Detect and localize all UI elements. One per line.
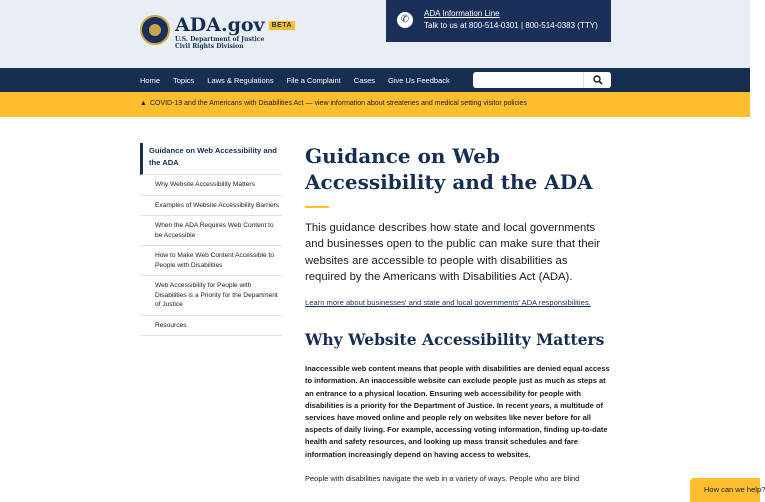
page-title: Guidance on Web Accessibility and the ADA	[305, 144, 593, 194]
title-accent-bar	[305, 206, 329, 208]
sidebar-item-doj-priority[interactable]: Web Accessibility for People with Disabilities is a Priority for the Department of Justice	[140, 276, 282, 316]
site-name[interactable]: ADA.gov	[175, 14, 265, 36]
alert-text[interactable]: COVID-19 and the Americans with Disabilities Act — view information about streateries and medical setting visitor policies	[149, 100, 527, 107]
sidebar-item-examples-barriers[interactable]: Examples of Website Accessibility Barriers	[140, 196, 282, 217]
sidebar-nav	[140, 143, 282, 336]
beta-badge: BETA	[269, 21, 296, 30]
doj-seal-icon	[140, 15, 170, 45]
nav-item-laws-regulations[interactable]: Laws & Regulations	[207, 75, 274, 85]
search-input[interactable]	[473, 72, 611, 88]
sidebar-item-guidance[interactable]: Guidance on Web Accessibility and the ADA	[140, 143, 282, 175]
main-nav	[0, 68, 750, 92]
body-paragraph-2: People with disabilities navigate the web in a variety of ways. People who are blind	[305, 473, 580, 483]
sidebar-item-resources[interactable]: Resources	[140, 316, 282, 337]
sidebar-item-when-ada-requires[interactable]: When the ADA Requires Web Content to be Accessible	[140, 216, 282, 246]
ada-information-line[interactable]	[386, 0, 611, 42]
info-line-phone-numbers: Talk to us at 800-514-0301 | 800-514-0383 (TTY)	[424, 21, 598, 30]
nav-item-topics[interactable]: Topics	[173, 75, 195, 85]
alert-message[interactable]	[140, 100, 527, 107]
dept-line-2: Civil Rights Division	[175, 43, 244, 50]
search-button[interactable]	[583, 72, 611, 88]
sidebar-item-why-matters[interactable]: Why Website Accessibility Matters	[140, 175, 282, 196]
help-button[interactable]: How can we help?	[690, 478, 760, 502]
nav-item-feedback[interactable]: Give Us Feedback	[388, 75, 450, 85]
site-header	[0, 0, 750, 68]
lead-paragraph: This guidance describes how state and local governments and businesses open to the public can make sure that their websites are accessible to people with disabilities as required by the Americans with Disabilities Act (ADA).	[305, 222, 601, 283]
body-paragraph: Inaccessible web content means that people with disabilities are denied equal access to information. An inaccessible website can exclude people just as much as steps at an entrance to a physical location. Ensuring web accessibility for people with disabilities is a priority for the Department of Justice. In recent years, a multitude of services have moved online and people rely on websites like never before for all aspects of daily living. For example, accessing voting information, finding up-to-date health and safety resources, and looking up mass transit schedules and fare information increasingly depend on having access to websites.	[305, 364, 610, 459]
nav-item-cases[interactable]: Cases	[353, 75, 376, 85]
site-logo[interactable]	[140, 14, 295, 50]
nav-item-home[interactable]: Home	[140, 75, 161, 85]
phone-icon: ✆	[397, 12, 413, 28]
responsibilities-link[interactable]: Learn more about businesses' and state and local governments' ADA responsibilities.	[305, 298, 591, 308]
sidebar-item-how-to-make-accessible[interactable]: How to Make Web Content Accessible to People with Disabilities	[140, 246, 282, 276]
covid-alert-banner	[0, 92, 750, 117]
nav-item-file-complaint[interactable]: File a Complaint	[286, 75, 341, 85]
main-content	[305, 143, 615, 485]
logo-text	[175, 14, 295, 50]
search-icon	[593, 75, 603, 85]
dept-line-1: U.S. Department of Justice	[175, 36, 265, 43]
info-line-title[interactable]: ADA Information Line	[424, 9, 500, 18]
warning-icon: ▲	[140, 100, 147, 107]
section-title: Why Website Accessibility Matters	[305, 330, 605, 350]
